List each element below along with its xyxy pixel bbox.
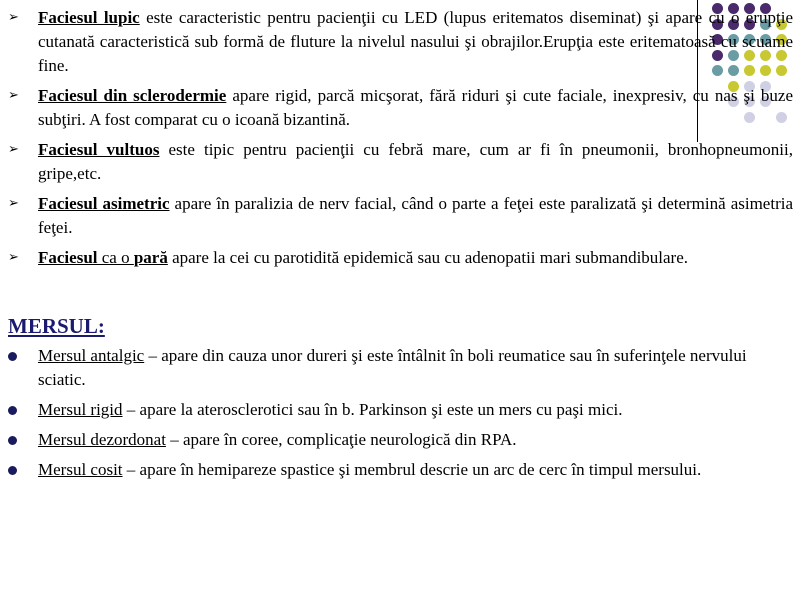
list-item: [8, 398, 793, 422]
facies-list: [8, 6, 793, 276]
item-text: este caracteristic pentru pacienţii cu LED (lupus eritematos diseminat) şi apare cu o erupţie cutanată caracteristică sub formă de fluture la nivelul nasului şi obrajilor.Erupţia este eritematoasă cu scuame fine.: [38, 8, 793, 75]
item-term-end: pară: [133, 248, 168, 267]
bullet-dot-icon: [8, 406, 17, 415]
list-item: [8, 84, 793, 132]
item-text: apare rigid, parcă micşorat, fără riduri şi cute faciale, inexpresiv, cu nas şi buze subţiri. A fost comparat cu o icoană bizantină.: [38, 86, 793, 129]
item-term: Mersul cosit: [38, 460, 123, 479]
list-item: [8, 246, 793, 270]
bullet-dot-icon: [8, 466, 17, 475]
list-item: [8, 138, 793, 186]
item-term: Mersul antalgic: [38, 346, 145, 365]
arrow-bullet-icon: ➢: [8, 10, 19, 25]
item-term: Faciesul: [38, 248, 98, 267]
list-item: [8, 6, 793, 78]
item-text: – apare din cauza unor dureri şi este întâlnit în boli reumatice sau în suferinţele nervului sciatic.: [38, 346, 747, 389]
item-term: Faciesul vultuos: [38, 140, 160, 159]
list-item: [8, 344, 793, 392]
arrow-bullet-icon: ➢: [8, 88, 19, 103]
item-term: Faciesul asimetric: [38, 194, 170, 213]
item-text: – apare în hemipareze spastice şi membrul descrie un arc de cerc în timpul mersului.: [122, 460, 702, 479]
item-text: apare la cei cu parotidită epidemică sau cu adenopatii mari submandibulare.: [167, 248, 689, 267]
arrow-bullet-icon: ➢: [8, 142, 19, 157]
item-term-mid: ca o: [97, 248, 134, 267]
bullet-dot-icon: [8, 352, 17, 361]
list-item: [8, 428, 793, 452]
list-item: [8, 192, 793, 240]
item-text: – apare la aterosclerotici sau în b. Parkinson şi este un mers cu paşi mici.: [122, 400, 623, 419]
arrow-bullet-icon: ➢: [8, 250, 19, 265]
list-item: [8, 458, 793, 482]
item-term: Faciesul din sclerodermie: [38, 86, 227, 105]
item-term: Mersul rigid: [38, 400, 123, 419]
item-term: Mersul dezordonat: [38, 430, 166, 449]
item-term: Faciesul lupic: [38, 8, 140, 27]
mersul-list: [8, 344, 793, 488]
section-heading: MERSUL:: [8, 314, 105, 338]
item-text: apare în paralizia de nerv facial, când o parte a feţei este paralizată şi determină asimetria feţei.: [38, 194, 793, 237]
arrow-bullet-icon: ➢: [8, 196, 19, 211]
bullet-dot-icon: [8, 436, 17, 445]
item-text: – apare în coree, complicaţie neurologică din RPA.: [165, 430, 517, 449]
item-text: este tipic pentru pacienţii cu febră mare, cum ar fi în pneumonii, bronhopneumonii, gripe,etc.: [38, 140, 793, 183]
